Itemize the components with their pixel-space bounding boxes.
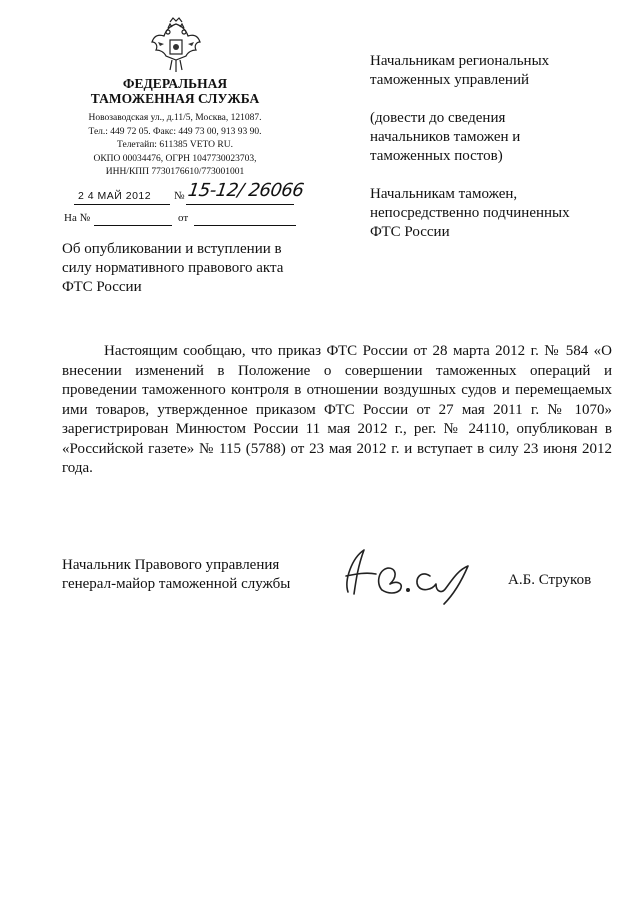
signatory-name: А.Б. Струков	[508, 572, 592, 588]
addressee-line: Начальникам региональных	[370, 53, 550, 69]
position-line: генерал-майор таможенной службы	[62, 576, 291, 592]
addressee-line: таможенных постов)	[370, 148, 503, 164]
subject-line: Об опубликовании и вступлении в	[62, 241, 282, 257]
number-underline	[186, 204, 294, 205]
subject-line: силу нормативного правового акта	[62, 260, 284, 276]
registration-line	[74, 180, 305, 208]
org-line-2: ТАМОЖЕННАЯ СЛУЖБА	[90, 91, 260, 106]
organization-address	[60, 112, 290, 180]
org-line-1: ФЕДЕРАЛЬНАЯ	[122, 76, 228, 91]
address-line: Телетайп: 611385 VETO RU.	[117, 140, 233, 150]
signatory-position	[62, 556, 362, 594]
addressee-group-2	[370, 109, 620, 166]
organization-name	[60, 76, 290, 106]
ref-number-label: На №	[64, 212, 91, 224]
addressee-line: ФТС России	[370, 224, 450, 240]
addressee-line: (довести до сведения	[370, 110, 506, 126]
russian-coat-of-arms-icon	[148, 16, 204, 76]
address-line: ОКПО 00034476, ОГРН 1047730023703,	[93, 153, 257, 164]
document-date: 2 4 МАЙ 2012	[78, 190, 152, 202]
subject-line: ФТС России	[62, 279, 142, 295]
ref-number-underline	[94, 225, 172, 226]
addressee-group-3	[370, 185, 620, 242]
number-label: №	[174, 190, 185, 202]
addressee-group-1	[370, 52, 620, 90]
address-line: ИНН/КПП 7730176610/773001001	[105, 167, 245, 177]
addressee-line: начальников таможен и	[370, 129, 521, 145]
addressee-block	[370, 52, 620, 261]
position-line: Начальник Правового управления	[62, 557, 280, 573]
address-line: Тел.: 449 72 05. Факс: 449 73 00, 913 93 90.	[88, 126, 262, 137]
letter-body: Настоящим сообщаю, что приказ ФТС России от 28 марта 2012 г. № 584 «О внесении изменений в Положение о совершении таможенных операций и проведении таможенного контроля в отношении воздушных судов и перемещаемых ими товаров, утвержденное приказом ФТС России от 27 мая 2011 г. № 1070» зарегистрирован Минюстом России 11 мая 2012 г., рег. № 24110, опубликован в «Российской газете» № 115 (5788) от 23 мая 2012 г. и вступает в силу 23 июня 2012 года.	[62, 343, 612, 476]
ref-from-underline	[194, 225, 296, 226]
date-underline	[74, 204, 170, 205]
addressee-line: непосредственно подчиненных	[370, 205, 570, 221]
addressee-line: Начальникам таможен,	[370, 186, 518, 202]
letter-subject	[62, 240, 312, 297]
handwritten-signature-icon	[318, 540, 518, 610]
ref-from-label: от	[178, 212, 189, 224]
document-number: 15-12/ 26066	[186, 180, 305, 201]
address-line: Новозаводская ул., д.11/5, Москва, 121087.	[88, 113, 262, 123]
reference-line	[64, 210, 304, 228]
addressee-line: таможенных управлений	[370, 72, 530, 88]
